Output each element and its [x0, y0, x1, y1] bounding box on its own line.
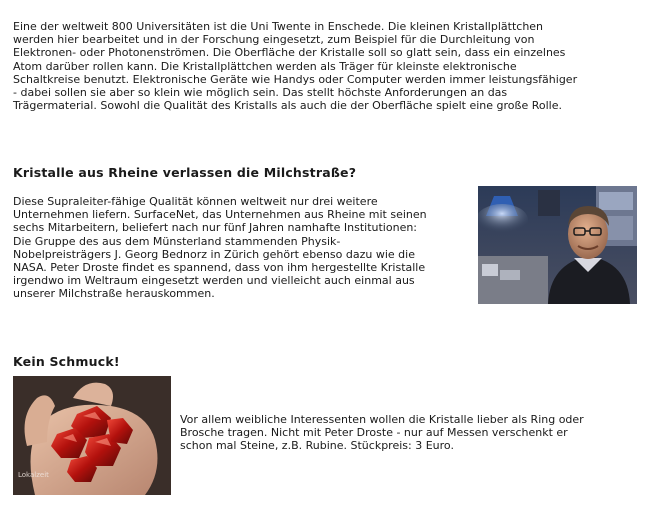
section1-line: NASA. Peter Droste findet es spannend, dass von ihm hergestellte Kristalle — [13, 261, 426, 275]
section1-paragraph — [13, 195, 427, 301]
section2-line: schon mal Steine, z.B. Rubine. Stückpreis: 3 Euro. — [180, 439, 454, 453]
intro-line: Eine der weltweit 800 Universitäten ist die Uni Twente in Enschede. Die kleinen Kristallplättchen — [13, 20, 544, 33]
intro-line: Trägermaterial. Sowohl die Qualität des Kristalls als auch die der Oberfläche spielt eine große Rolle. — [13, 99, 562, 113]
section1-line: unserer Milchstraße herauskommen. — [13, 287, 215, 301]
intro-line: Schaltkreise benutzt. Elektronische Geräte wie Handys oder Computer werden immer leistungsfähiger — [13, 72, 578, 86]
photo-peter-droste — [478, 186, 637, 304]
photo-crystals-in-hand — [13, 376, 171, 495]
intro-paragraph — [13, 20, 577, 112]
watermark-logo: Lokalzeit — [18, 471, 49, 479]
section2-paragraph — [180, 413, 584, 453]
intro-line: Elektronen- oder Photonenströmen. Die Oberfläche der Kristalle soll so glatt sein, dass ein einzelnes — [13, 46, 566, 60]
section1-line: Unternehmen liefern. SurfaceNet, das Unternehmen aus Rheine mit seinen — [13, 208, 427, 222]
section2-line: Vor allem weibliche Interessenten wollen die Kristalle lieber als Ring oder — [180, 413, 584, 426]
intro-line: Atom darüber rollen kann. Die Kristallplättchen werden als Träger für kleinste elektronische — [13, 59, 517, 73]
section1-line: Nobelpreisträgers J. Georg Bednorz in Zürich gehört ebenso dazu wie die — [13, 247, 415, 261]
intro-line: - dabei sollen sie aber so klein wie möglich sein. Das stellt höchste Anforderungen an das — [13, 86, 508, 100]
section1-line: Die Gruppe des aus dem Münsterland stammenden Physik- — [13, 234, 341, 248]
section1-line: Diese Supraleiter-fähige Qualität können weltweit nur drei weitere — [13, 195, 378, 208]
photo-droste-illustration — [478, 186, 637, 304]
section1-line: sechs Mitarbeitern, beliefert nach nur fünf Jahren namhafte Institutionen: — [13, 221, 418, 235]
intro-line: werden hier bearbeitet und in der Forschung eingesetzt, zum Beispiel für die Durchleitung von — [13, 33, 535, 47]
section1-line: irgendwo im Weltraum eingesetzt werden und vielleicht auch einmal aus — [13, 274, 415, 288]
section-heading-kein-schmuck: Kein Schmuck! — [13, 354, 120, 369]
section2-line: Brosche tragen. Nicht mit Peter Droste - nur auf Messen verschenkt er — [180, 426, 568, 440]
section-heading-milchstrasse: Kristalle aus Rheine verlassen die Milchstraße? — [13, 165, 357, 180]
